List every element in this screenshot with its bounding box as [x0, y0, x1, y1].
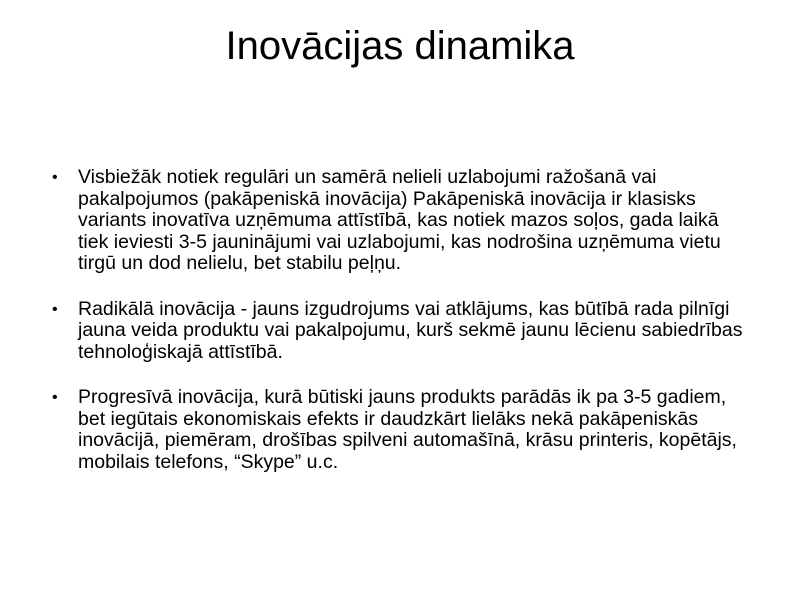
bullet-text: Radikālā inovācija - jauns izgudrojums vai atklājums, kas būtībā rada pilnīgi jauna veida produktu vai pakalpojumu, kurš sekmē jaunu lēcienu sabiedrības tehnoloģiskajā attīstībā. [78, 297, 743, 363]
bullet-icon: • [52, 169, 58, 186]
bullet-list [52, 167, 752, 497]
slide-title: Inovācijas dinamika [225, 24, 575, 68]
bullet-item-progressive [52, 387, 752, 473]
bullet-text: Visbiežāk notiek regulāri un samērā nelieli uzlabojumi ražošanā vai pakalpojumos (pakāpeniskā inovācija) Pakāpeniskā inovācija ir klasisks variants inovatīva uzņēmuma attīstībā, kas notiek mazos soļos, gada laikā tiek ieviesti 3-5 jauninājumi vai uzlabojumi, kas nodrošina uzņēmuma vietu tirgū un dod nelielu, bet stabilu peļņu. [78, 166, 721, 274]
bullet-text: Progresīvā inovācija, kurā būtiski jauns produkts parādās ik pa 3-5 gadiem, bet iegūtais ekonomiskais efekts ir daudzkārt lielāks nekā pakāpeniskās inovācijā, piemēram, drošības spilveni automašīnā, krāsu printeris, kopētājs, mobilais telefons, “Skype” u.c. [78, 386, 737, 473]
bullet-icon: • [52, 389, 58, 406]
bullet-item-incremental [52, 167, 752, 275]
bullet-icon: • [52, 300, 58, 318]
bullet-item-radical [52, 299, 752, 364]
